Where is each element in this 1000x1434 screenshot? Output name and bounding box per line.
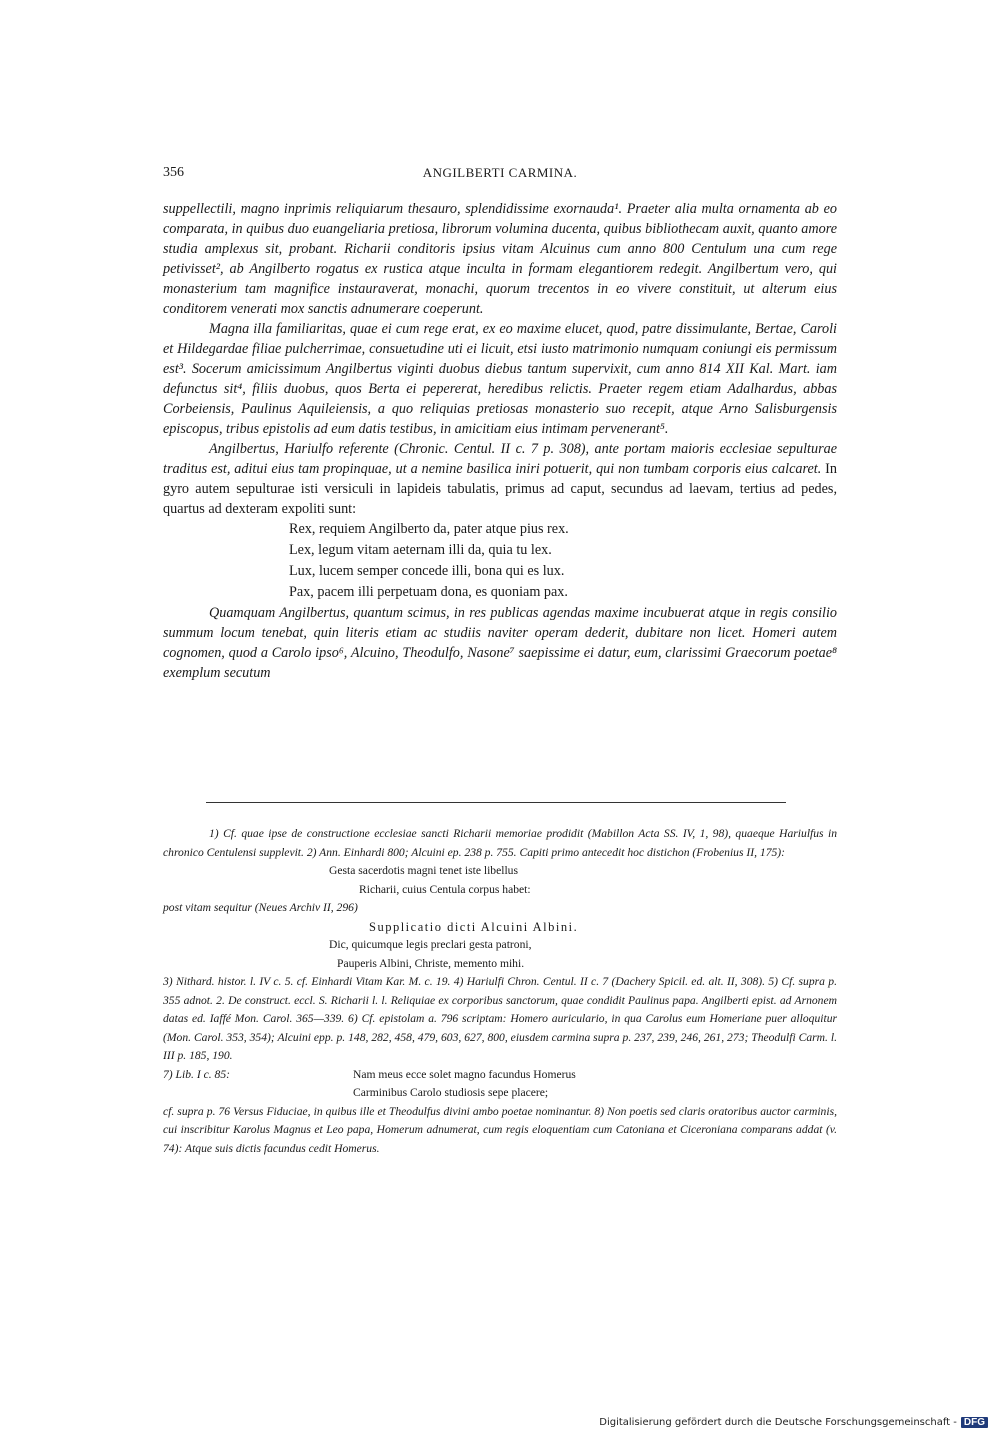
footnote-verse-line: Pauperis Albini, Christe, memento mihi. [337, 956, 525, 970]
footnote-3-6: 3) Nithard. histor. l. IV c. 5. cf. Einhardi Vitam Kar. M. c. 19. 4) Hariulfi Chron. Centul. II c. 7 (Dachery Spicil. ed. alt. II, 308). 5) Cf. supra p. 355 adnot. 2. De construct. eccl. S. Richarii l. l. Reliquiae ex corporibus sanctorum, quae condidit Paulinus papa. Angilberti epist. ad Arnonem datas ed. Iaffé Mon. Carol. 365—339. 6) Cf. epistolam a. 796 scriptam: Homero auriculario, in qua Carolus eum Homeriane puer alloquitur (Mon. Carol. 353, 354); Alcuini epp. p. 148, 282, 458, 479, 603, 627, 800, eiusdem carmina supra p. 237, 239, 246, 261, 273; Theodulfi Carm. l. III p. 185, 190. [163, 975, 837, 1062]
running-title: ANGILBERTI CARMINA. [422, 165, 578, 180]
paragraph-3-italic: Angilbertus, Hariulfo referente (Chronic. Centul. II c. 7 p. 308), ante portam maioris ecclesiae sepulturae traditus est, aditui eius tam propinquae, ut a nemine basilica iniri potuerit, qui non tumbam corporis eius calcaret. [163, 441, 837, 477]
main-text [163, 199, 837, 683]
paragraph-1: suppellectili, magno inprimis reliquiarum thesauro, splendidissime exornauda¹. Praeter alia multa ornamenta ab eo comparata, in quibus duo euangeliaria pretiosa, librorum volumina ducenta, quibus bibliothecam auxit, quanto amore studia amplexus sit, probant. Richarii conditoris ipsius vitam Alcuinus cum anno 800 Centulum una cum rege petivisset², ab Angilberto rogatus ex rustica atque inculta in formam elegantiorem redegit. Angilbertum vero, qui monasterium tam magnifice instauraverat, monachi, quorum trecentos in eo vivere constituit, ut alterum eius conditorem venerati mox sanctis adnumerare coeperunt. [163, 201, 837, 317]
footnote-divider [206, 802, 786, 803]
footnote-post-vitam: post vitam sequitur (Neues Archiv II, 296) [163, 901, 358, 914]
footnote-1-2: 1) Cf. quae ipse de constructione ecclesiae sancti Richarii memoriae prodidit (Mabillon Acta SS. IV, 1, 98), quaeque Hariulfus in chronico Centulensi supplevit. 2) Ann. Einhardi 800; Alcuini ep. 238 p. 755. Capiti primo antecedit hoc distichon (Frobenius II, 175): [163, 827, 837, 859]
footnote-7 [163, 1066, 837, 1085]
footnote-verse-b [163, 936, 837, 973]
verse-line: Rex, requiem Angilberto da, pater atque pius rex. [289, 521, 569, 537]
footnote-verse-line: Carminibus Carolo studiosis sepe placere; [353, 1086, 549, 1099]
paragraph-3-roman: In gyro autem sepulturae isti versiculi in lapideis tabulatis, primus ad caput, secundus ad laevam, tertius ad pedes, quartus ad dexteram expoliti sunt: [163, 461, 837, 517]
paragraph-3 [163, 439, 837, 519]
verse-line: Lex, legum vitam aeternam illi da, quia tu lex. [289, 542, 552, 558]
paragraph-4: Quamquam Angilbertus, quantum scimus, in res publicas agendas maxime incubuerat atque in regis consilio summum locum tenebat, quin literis etiam ac studiis naviter operam dederit, dubitare non licet. Homeri autem cognomen, quod a Carolo ipso⁶, Alcuino, Theodulfo, Nasone⁷ saepissime ei datur, eum, clarissimi Graecorum poetae⁸ exemplum secutum [163, 605, 837, 681]
verse-line: Pax, pacem illi perpetuam dona, es quoniam pax. [289, 584, 568, 600]
paragraph-2: Magna illa familiaritas, quae ei cum rege erat, ex eo maxime elucet, quod, patre dissimulante, Bertae, Caroli et Hildegardae filiae pulcherrimae, consuetudine uti ei licuit, etsi iusto matrimonio numquam coniungi eis permissum est³. Socerum amicissimum Angilbertus viginti duobus diebus tantum supervixit, cum anno 814 XII Kal. Mart. iam defunctus sit⁴, filiis duobus, quos Berta ei pepererat, heredibus relictis. Praeter regem etiam Adalhardus, abbas Corbeiensis, Paulinus Aquileiensis, a quo reliquias pretiosas monasterio suo recepit, atque Arno Salisburgensis episcopus, tribus epistolis ad eum datis testibus, in amicitiam eius intimam pervenerant⁵. [163, 321, 837, 437]
footnote-verse-a [163, 862, 837, 899]
footnotes [163, 825, 837, 1158]
supplicatio-title: Supplicatio dicti Alcuini Albini. [369, 919, 579, 934]
footnote-8: cf. supra p. 76 Versus Fiduciae, in quibus ille et Theodulfus divini ambo poetae nominantur. 8) Non poetis sed claris oratoribus auctor carminis, cui inscribitur Karolus Magnus et Leo papa, Homerum adnumerat, cum regis eloquentiam cum Catoniana et Ciceroniana comparans addat (v. 74): Atque suis dictis facundus cedit Homerus. [163, 1104, 837, 1155]
page-number: 356 [163, 165, 184, 180]
epitaph-verse [289, 519, 837, 603]
footnote-7-verse-line: Nam meus ecce solet magno facundus Homerus [353, 1067, 576, 1081]
verse-line: Lux, lucem semper concede illi, bona qui es lux. [289, 563, 565, 579]
footnote-7-label: 7) Lib. I c. 85: [163, 1067, 230, 1081]
dfg-logo: DFG [961, 1417, 988, 1428]
footnote-verse-line: Gesta sacerdotis magni tenet iste libellus [329, 864, 518, 877]
page-header [163, 165, 837, 187]
footnote-verse-line: Richarii, cuius Centula corpus habet: [359, 882, 531, 896]
credit-text: Digitalisierung gefördert durch die Deutsche Forschungsgemeinschaft - [599, 1417, 957, 1428]
digitization-credit [599, 1417, 988, 1428]
footnote-verse-line: Dic, quicumque legis preclari gesta patroni, [329, 938, 532, 951]
